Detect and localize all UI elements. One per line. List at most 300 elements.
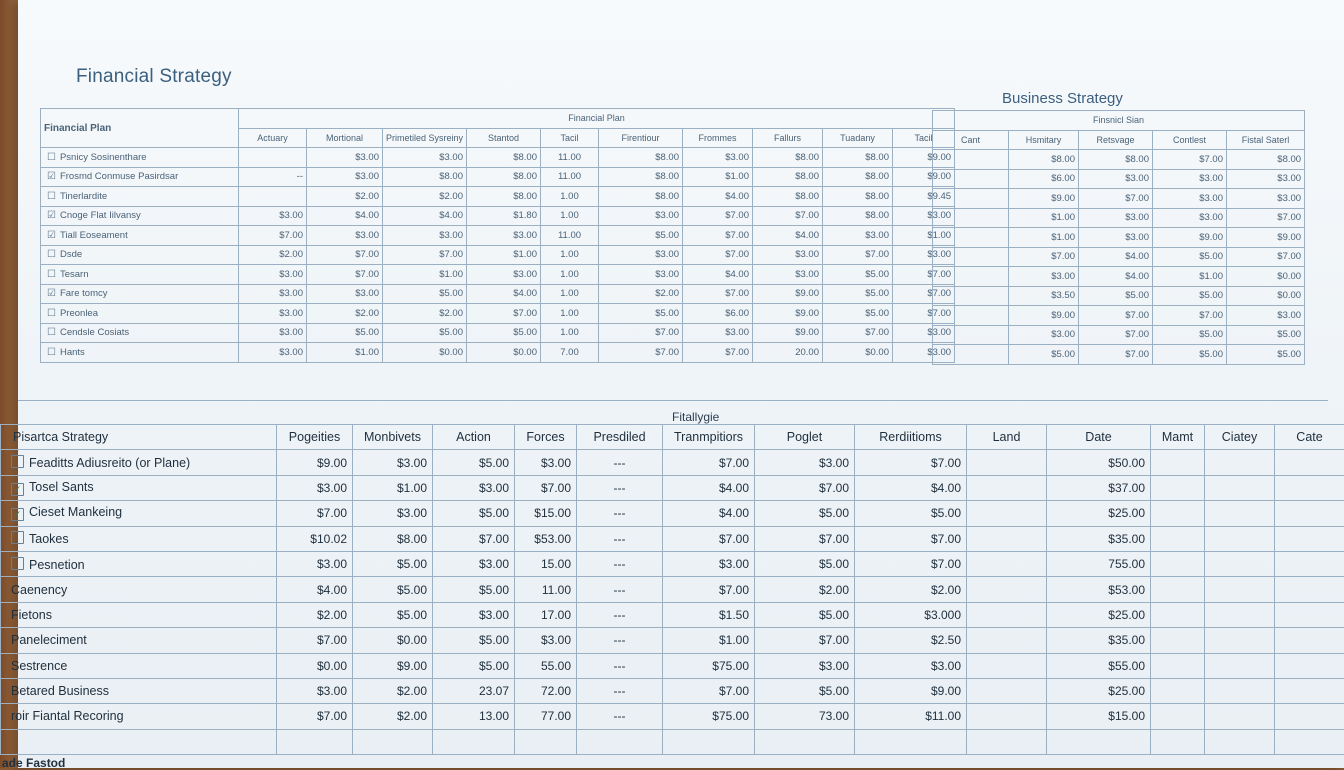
strategy-cell: $5.00 <box>433 628 515 653</box>
plan-cell: $3.00 <box>753 265 823 285</box>
checkbox-icon[interactable]: ☑ <box>47 288 56 299</box>
plan-cell: $7.00 <box>683 245 753 265</box>
financial-plan-table <box>40 108 955 363</box>
strategy-cell: $4.00 <box>663 501 755 526</box>
strategy-cell: $5.00 <box>433 653 515 678</box>
plan-row <box>41 148 955 168</box>
strategy-cell: $53.00 <box>515 526 577 551</box>
strategy-cell <box>1151 501 1205 526</box>
strategy-cell: $9.00 <box>855 678 967 703</box>
plan-cell: $7.00 <box>683 343 753 363</box>
plan-cell: $8.00 <box>823 167 893 187</box>
plan-cell: 7.00 <box>541 343 599 363</box>
strategy-cell <box>1275 551 1344 576</box>
business-cell: $3.00 <box>1153 208 1227 228</box>
plan-cell: 1.00 <box>541 304 599 324</box>
strategy-cell: $1.00 <box>663 628 755 653</box>
strategy-cell: $3.00 <box>277 475 353 500</box>
strategy-cell: --- <box>577 475 663 500</box>
strategy-cell: $7.00 <box>277 501 353 526</box>
plan-cell: $9.00 <box>753 304 823 324</box>
plan-cell: 1.00 <box>541 265 599 285</box>
business-cell <box>933 286 1009 306</box>
strategy-cell: 13.00 <box>433 704 515 729</box>
checkbox-icon[interactable]: ☐ <box>47 152 56 163</box>
plan-cell: $2.00 <box>307 187 383 207</box>
business-cell: $6.00 <box>1009 169 1079 189</box>
business-cell: $7.00 <box>1153 150 1227 170</box>
plan-cell: $9.45 <box>893 187 955 207</box>
plan-row-label: Cendsle Cosiats <box>60 327 129 338</box>
strategy-cell <box>1 729 277 754</box>
plan-row-label: Psnicy Sosinenthare <box>60 152 147 163</box>
strategy-cell: $7.00 <box>433 526 515 551</box>
strategy-row-label-cell <box>1 501 277 526</box>
business-row <box>933 150 1305 170</box>
strategy-cell: $9.00 <box>353 653 433 678</box>
plan-cell: $7.00 <box>239 226 307 246</box>
strategy-cell: 755.00 <box>1047 551 1151 576</box>
business-cell: $3.00 <box>1227 169 1305 189</box>
strategy-cell <box>1151 628 1205 653</box>
plan-cell: $8.00 <box>467 148 541 168</box>
plan-cell: $1.00 <box>383 265 467 285</box>
checkbox-icon[interactable]: ☑ <box>47 230 56 241</box>
strategy-cell <box>277 729 353 754</box>
plan-cell <box>239 187 307 207</box>
plan-cell: $3.00 <box>239 323 307 343</box>
strategy-cell: $5.00 <box>353 602 433 627</box>
plan-cell: 11.00 <box>541 148 599 168</box>
plan-cell: $3.00 <box>239 265 307 285</box>
plan-cell: $7.00 <box>893 265 955 285</box>
strategy-cell: $7.00 <box>663 678 755 703</box>
strategy-cell <box>1205 653 1275 678</box>
checkbox-icon[interactable]: ☑ <box>47 210 56 221</box>
plan-cell: $5.00 <box>823 304 893 324</box>
strategy-cell <box>967 678 1047 703</box>
strategy-cell: $3.00 <box>755 653 855 678</box>
row-checkbox[interactable] <box>11 557 24 570</box>
strategy-cell: $5.00 <box>433 577 515 602</box>
strategy-cell: $25.00 <box>1047 602 1151 627</box>
plan-row-label: Tiall Eoseament <box>60 230 128 241</box>
checkbox-icon[interactable]: ☐ <box>47 327 56 338</box>
plan-column-header: Stantod <box>467 128 541 148</box>
strategy-row <box>1 628 1344 653</box>
business-row <box>933 208 1305 228</box>
strategy-cell <box>1275 678 1344 703</box>
business-cell: $5.00 <box>1153 325 1227 345</box>
business-column-header: Contlest <box>1153 130 1227 150</box>
plan-cell: $1.00 <box>467 245 541 265</box>
strategy-cell: $9.00 <box>277 450 353 475</box>
plan-cell: $7.00 <box>307 265 383 285</box>
plan-cell: 1.00 <box>541 284 599 304</box>
plan-row-label-cell <box>41 187 239 207</box>
strategy-cell <box>1275 450 1344 475</box>
checkbox-icon[interactable]: ☐ <box>47 249 56 260</box>
strategy-column-header: Action <box>433 425 515 450</box>
strategy-cell: $35.00 <box>1047 526 1151 551</box>
strategy-cell <box>1205 450 1275 475</box>
business-group-header: Finsnicl Sian <box>933 111 1305 131</box>
strategy-cell: $5.00 <box>755 602 855 627</box>
strategy-cell: $0.00 <box>277 653 353 678</box>
strategy-column-header: Cate <box>1275 425 1344 450</box>
strategy-cell: $5.00 <box>433 450 515 475</box>
strategy-row-label: Taokes <box>29 532 69 546</box>
business-cell: $7.00 <box>1079 325 1153 345</box>
business-cell: $9.00 <box>1227 228 1305 248</box>
business-cell: $7.00 <box>1079 189 1153 209</box>
strategy-column-header: Monbivets <box>353 425 433 450</box>
plan-cell: $1.00 <box>683 167 753 187</box>
strategy-cell: $7.00 <box>515 475 577 500</box>
strategy-cell <box>1275 653 1344 678</box>
plan-row-label-cell <box>41 265 239 285</box>
strategy-row-label: roir Fiantal Recoring <box>11 709 124 723</box>
plan-column-header: Actuary <box>239 128 307 148</box>
strategy-cell: $5.00 <box>353 577 433 602</box>
business-cell: $7.00 <box>1009 247 1079 267</box>
plan-cell: $0.00 <box>467 343 541 363</box>
plan-cell: $8.00 <box>599 187 683 207</box>
strategy-column-header: Rerdiitioms <box>855 425 967 450</box>
plan-cell: $5.00 <box>823 265 893 285</box>
plan-row <box>41 284 955 304</box>
plan-cell: $9.00 <box>753 284 823 304</box>
plan-cell: $8.00 <box>599 167 683 187</box>
strategy-column-header: Land <box>967 425 1047 450</box>
plan-row-label: Cnoge Flat Iilvansy <box>60 210 141 221</box>
strategy-row <box>1 704 1344 729</box>
strategy-cell <box>1205 704 1275 729</box>
plan-cell: $3.00 <box>753 245 823 265</box>
strategy-cell: --- <box>577 602 663 627</box>
strategy-cell: $7.00 <box>855 450 967 475</box>
strategy-cell <box>1205 602 1275 627</box>
plan-cell: $7.00 <box>683 226 753 246</box>
strategy-row-label: Tosel Sants <box>29 480 94 494</box>
plan-cell: $3.00 <box>467 265 541 285</box>
strategy-cell <box>1275 475 1344 500</box>
plan-row-label: Fare tomcy <box>60 288 108 299</box>
strategy-cell: $5.00 <box>433 501 515 526</box>
strategy-cell <box>967 450 1047 475</box>
plan-cell: $3.00 <box>467 226 541 246</box>
plan-cell: $7.00 <box>753 206 823 226</box>
checkbox-icon[interactable]: ☐ <box>47 269 56 280</box>
plan-cell: $8.00 <box>823 206 893 226</box>
business-cell: $5.00 <box>1153 345 1227 365</box>
business-cell <box>933 150 1009 170</box>
strategy-cell: --- <box>577 501 663 526</box>
strategy-column-header: Ciatey <box>1205 425 1275 450</box>
strategy-cell: 73.00 <box>755 704 855 729</box>
business-cell: $3.00 <box>1153 169 1227 189</box>
plan-cell: $3.00 <box>893 323 955 343</box>
strategy-cell <box>967 653 1047 678</box>
plan-column-header: Fallurs <box>753 128 823 148</box>
business-row <box>933 306 1305 326</box>
business-cell: $4.00 <box>1079 267 1153 287</box>
plan-cell: 11.00 <box>541 226 599 246</box>
checkbox-icon[interactable]: ☐ <box>47 191 56 202</box>
strategy-row-label: Sestrence <box>11 659 67 673</box>
plan-column-header: Tuadany <box>823 128 893 148</box>
plan-row-label-cell <box>41 167 239 187</box>
plan-cell: $7.00 <box>599 343 683 363</box>
plan-cell: $3.00 <box>683 323 753 343</box>
plan-cell: $4.00 <box>467 284 541 304</box>
row-checkbox[interactable] <box>11 455 24 468</box>
strategy-column-header: Pogeities <box>277 425 353 450</box>
business-cell: $5.00 <box>1227 325 1305 345</box>
plan-cell: $5.00 <box>383 284 467 304</box>
strategy-cell <box>1275 628 1344 653</box>
strategy-cell: $55.00 <box>1047 653 1151 678</box>
plan-cell: 1.00 <box>541 187 599 207</box>
plan-cell: 20.00 <box>753 343 823 363</box>
plan-row <box>41 187 955 207</box>
business-cell: $3.00 <box>1079 208 1153 228</box>
business-cell: $3.00 <box>1227 189 1305 209</box>
plan-cell: $9.00 <box>893 148 955 168</box>
strategy-empty-row <box>1 729 1344 754</box>
strategy-cell: $2.00 <box>855 577 967 602</box>
strategy-cell: $75.00 <box>663 704 755 729</box>
business-row <box>933 247 1305 267</box>
strategy-cell: $3.000 <box>855 602 967 627</box>
strategy-cell: $3.00 <box>277 551 353 576</box>
strategy-row <box>1 602 1344 627</box>
strategy-cell: $4.00 <box>663 475 755 500</box>
business-row <box>933 267 1305 287</box>
business-strategy-title: Business Strategy <box>1002 90 1123 107</box>
strategy-cell: $2.00 <box>277 602 353 627</box>
business-cell: $3.00 <box>1227 306 1305 326</box>
strategy-cell: $7.00 <box>663 526 755 551</box>
strategy-row-label-cell <box>1 678 277 703</box>
plan-cell: $8.00 <box>753 148 823 168</box>
plan-cell: $4.00 <box>753 226 823 246</box>
strategy-row <box>1 526 1344 551</box>
plan-row-label: Preonlea <box>60 308 98 319</box>
strategy-cell: $15.00 <box>1047 704 1151 729</box>
business-row <box>933 325 1305 345</box>
strategy-cell <box>1151 729 1205 754</box>
plan-cell: $3.00 <box>383 148 467 168</box>
business-column-header: Hsmitary <box>1009 130 1079 150</box>
strategy-cell: $1.00 <box>353 475 433 500</box>
plan-cell: $8.00 <box>753 187 823 207</box>
business-cell: $3.00 <box>1009 325 1079 345</box>
strategy-cell <box>967 551 1047 576</box>
plan-cell: $2.00 <box>383 187 467 207</box>
strategy-row <box>1 678 1344 703</box>
strategy-cell: $3.00 <box>353 501 433 526</box>
plan-column-header: Mortional <box>307 128 383 148</box>
plan-cell: $1.00 <box>893 226 955 246</box>
strategy-cell <box>433 729 515 754</box>
strategy-cell <box>1275 526 1344 551</box>
strategy-row-label-cell <box>1 602 277 627</box>
plan-cell <box>239 148 307 168</box>
strategy-row-label: Fietons <box>11 608 52 622</box>
business-strategy-table <box>932 110 1305 365</box>
strategy-column-header: Forces <box>515 425 577 450</box>
plan-cell: $3.00 <box>599 245 683 265</box>
business-cell: $5.00 <box>1153 286 1227 306</box>
plan-row-label-cell <box>41 206 239 226</box>
strategy-cell: $3.00 <box>755 450 855 475</box>
strategy-cell: 15.00 <box>515 551 577 576</box>
plan-row <box>41 226 955 246</box>
strategy-cell: 77.00 <box>515 704 577 729</box>
plan-cell: $3.00 <box>307 167 383 187</box>
strategy-cell: $25.00 <box>1047 501 1151 526</box>
strategy-corner-label: Pisartca Strategy <box>1 425 277 450</box>
strategy-cell: $37.00 <box>1047 475 1151 500</box>
strategy-cell: $4.00 <box>855 475 967 500</box>
strategy-row-label-cell <box>1 475 277 500</box>
plan-row-label: Tinerlardite <box>60 191 107 202</box>
row-checkbox[interactable] <box>11 508 24 521</box>
strategy-cell: --- <box>577 450 663 475</box>
plan-cell: $3.00 <box>893 206 955 226</box>
business-cell: $5.00 <box>1079 286 1153 306</box>
strategy-cell: $15.00 <box>515 501 577 526</box>
plan-cell: $5.00 <box>823 284 893 304</box>
plan-cell: $8.00 <box>383 167 467 187</box>
plan-cell: $5.00 <box>599 226 683 246</box>
strategy-row-label-cell <box>1 450 277 475</box>
plan-row-label-cell <box>41 226 239 246</box>
strategy-cell <box>1205 551 1275 576</box>
strategy-cell: $7.00 <box>855 526 967 551</box>
business-cell: $3.00 <box>1079 169 1153 189</box>
plan-cell: 1.00 <box>541 206 599 226</box>
strategy-cell: $3.00 <box>433 602 515 627</box>
strategy-cell: $7.00 <box>663 577 755 602</box>
plan-row-label: Tesarn <box>60 269 89 280</box>
business-cell: $7.00 <box>1227 208 1305 228</box>
strategy-cell <box>967 475 1047 500</box>
strategy-cell: 72.00 <box>515 678 577 703</box>
section-divider <box>18 400 1328 401</box>
business-row <box>933 169 1305 189</box>
plan-row <box>41 265 955 285</box>
strategy-cell <box>1151 602 1205 627</box>
business-cell <box>933 228 1009 248</box>
strategy-row-label-cell <box>1 704 277 729</box>
strategy-cell <box>1275 704 1344 729</box>
strategy-cell: $75.00 <box>663 653 755 678</box>
strategy-row-label: Caenency <box>11 583 67 597</box>
checkbox-icon[interactable]: ☐ <box>47 347 56 358</box>
strategy-cell: --- <box>577 704 663 729</box>
checkbox-icon[interactable]: ☐ <box>47 308 56 319</box>
business-cell: $1.00 <box>1009 208 1079 228</box>
plan-cell: $2.00 <box>307 304 383 324</box>
business-column-header: Retsvage <box>1079 130 1153 150</box>
section-label: Fitallygie <box>672 410 719 424</box>
strategy-row-label: Paneleciment <box>11 633 87 647</box>
strategy-cell: --- <box>577 678 663 703</box>
plan-cell: $4.00 <box>383 206 467 226</box>
strategy-cell <box>1151 678 1205 703</box>
strategy-table <box>0 424 1344 755</box>
strategy-row <box>1 653 1344 678</box>
row-checkbox[interactable] <box>11 531 24 544</box>
plan-cell: $3.00 <box>893 343 955 363</box>
plan-column-header: Firentiour <box>599 128 683 148</box>
plan-cell: $1.80 <box>467 206 541 226</box>
business-cell <box>933 306 1009 326</box>
strategy-cell: $3.00 <box>433 475 515 500</box>
plan-cell: $2.00 <box>239 245 307 265</box>
business-column-header: Cant <box>933 130 1009 150</box>
plan-row-label-cell <box>41 304 239 324</box>
strategy-row <box>1 577 1344 602</box>
checkbox-icon[interactable]: ☑ <box>47 171 56 182</box>
business-cell <box>933 189 1009 209</box>
business-cell <box>933 208 1009 228</box>
plan-cell: $3.00 <box>599 206 683 226</box>
strategy-cell: $5.00 <box>855 501 967 526</box>
row-checkbox[interactable] <box>11 483 24 496</box>
strategy-row-label: Cieset Mankeing <box>29 505 122 519</box>
strategy-cell <box>967 501 1047 526</box>
plan-cell: $3.00 <box>383 226 467 246</box>
plan-row-label: Frosmd Conmuse Pasirdsar <box>60 171 178 182</box>
plan-cell: $3.00 <box>893 245 955 265</box>
plan-row-label-cell <box>41 284 239 304</box>
business-cell: $9.00 <box>1153 228 1227 248</box>
strategy-cell: $7.00 <box>277 704 353 729</box>
plan-cell: $8.00 <box>599 148 683 168</box>
business-cell: $7.00 <box>1079 306 1153 326</box>
plan-cell: $0.00 <box>823 343 893 363</box>
strategy-row-label: Feaditts Adiusreito (or Plane) <box>29 456 190 470</box>
strategy-cell: $7.00 <box>663 450 755 475</box>
strategy-cell: $10.02 <box>277 526 353 551</box>
plan-cell: $9.00 <box>893 167 955 187</box>
plan-cell: $5.00 <box>467 323 541 343</box>
strategy-cell <box>1151 577 1205 602</box>
strategy-cell <box>967 602 1047 627</box>
strategy-cell: $4.00 <box>277 577 353 602</box>
strategy-cell: $5.00 <box>353 551 433 576</box>
strategy-cell <box>663 729 755 754</box>
plan-row-label-cell <box>41 323 239 343</box>
plan-row-label: Hants <box>60 347 85 358</box>
strategy-cell: --- <box>577 526 663 551</box>
plan-cell: $4.00 <box>307 206 383 226</box>
business-cell: $5.00 <box>1153 247 1227 267</box>
strategy-cell <box>967 577 1047 602</box>
strategy-cell <box>967 729 1047 754</box>
plan-column-header: Tacil <box>541 128 599 148</box>
strategy-row-label-cell <box>1 526 277 551</box>
strategy-cell <box>1275 729 1344 754</box>
plan-cell: $3.00 <box>239 304 307 324</box>
strategy-column-header: Poglet <box>755 425 855 450</box>
plan-group-header: Financial Plan <box>239 109 955 129</box>
document-title: Financial Strategy <box>76 66 232 88</box>
strategy-cell <box>1151 551 1205 576</box>
